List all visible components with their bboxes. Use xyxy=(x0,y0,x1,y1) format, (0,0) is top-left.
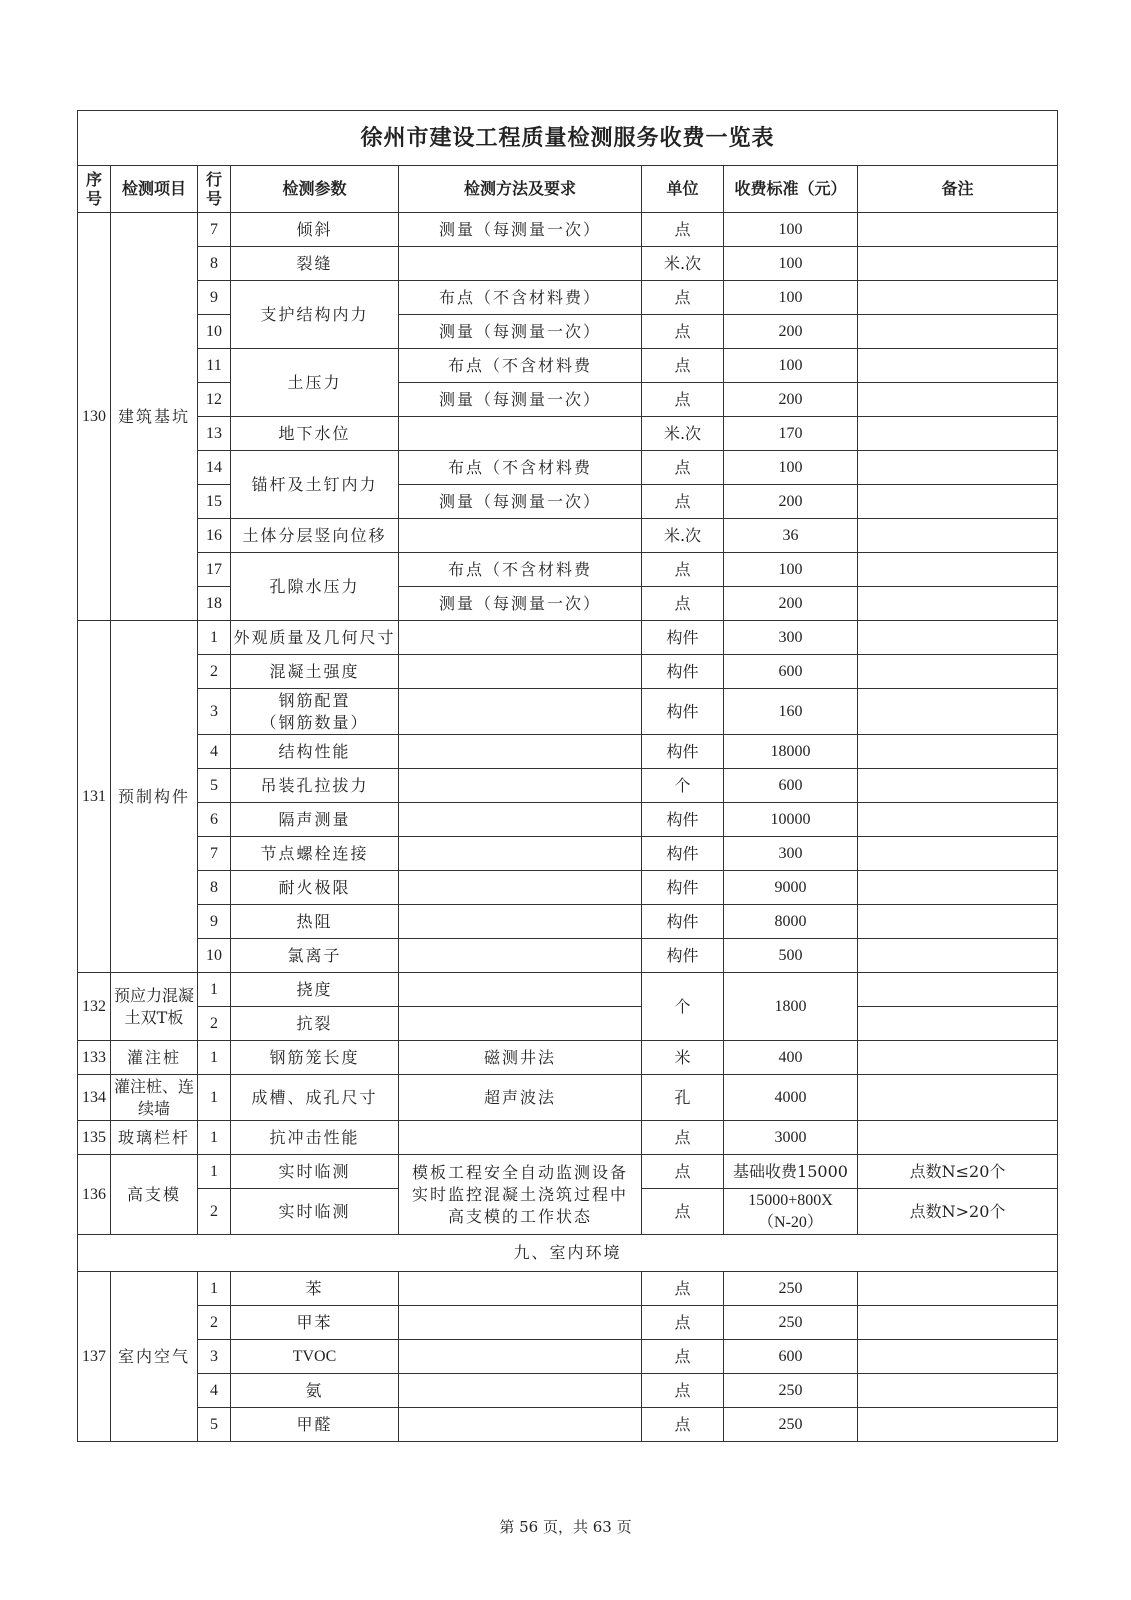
remark-cell xyxy=(858,1306,1058,1340)
unit-cell: 点 xyxy=(642,587,724,621)
method-cell: 布点（不含材料费 xyxy=(399,553,642,587)
header-item: 检测项目 xyxy=(111,166,198,213)
remark-cell xyxy=(858,1007,1058,1041)
method-cell: 测量（每测量一次） xyxy=(399,213,642,247)
group-number: 136 xyxy=(78,1155,111,1235)
param-cell: 成槽、成孔尺寸 xyxy=(231,1075,399,1121)
table-row xyxy=(78,1340,1058,1374)
header-unit: 单位 xyxy=(642,166,724,213)
unit-cell: 点 xyxy=(642,383,724,417)
fee-cell: 100 xyxy=(724,553,858,587)
row-number: 8 xyxy=(198,247,231,281)
group-name: 预制构件 xyxy=(111,621,198,973)
group-name: 灌注桩、连续墙 xyxy=(111,1075,198,1121)
row-number: 9 xyxy=(198,905,231,939)
row-number: 2 xyxy=(198,1007,231,1041)
table-row xyxy=(78,621,1058,655)
table-row xyxy=(78,1306,1058,1340)
row-number: 1 xyxy=(198,1041,231,1075)
param-cell: 热阻 xyxy=(231,905,399,939)
row-number: 1 xyxy=(198,1075,231,1121)
method-cell: 布点（不含材料费 xyxy=(399,349,642,383)
method-cell xyxy=(399,905,642,939)
remark-cell: 点数N≤20个 xyxy=(858,1155,1058,1189)
remark-cell xyxy=(858,905,1058,939)
remark-cell xyxy=(858,973,1058,1007)
param-cell: 钢筋笼长度 xyxy=(231,1041,399,1075)
remark-cell xyxy=(858,247,1058,281)
fee-cell: 18000 xyxy=(724,735,858,769)
remark-cell xyxy=(858,769,1058,803)
fee-cell: 300 xyxy=(724,837,858,871)
fee-cell: 100 xyxy=(724,281,858,315)
method-cell xyxy=(399,417,642,451)
row-number: 11 xyxy=(198,349,231,383)
remark-cell xyxy=(858,1374,1058,1408)
row-number: 3 xyxy=(198,689,231,735)
unit-cell: 构件 xyxy=(642,621,724,655)
table-row xyxy=(78,1374,1058,1408)
unit-cell: 米 xyxy=(642,1041,724,1075)
method-cell xyxy=(399,655,642,689)
param-cell: 甲苯 xyxy=(231,1306,399,1340)
fee-cell: 9000 xyxy=(724,871,858,905)
row-number: 15 xyxy=(198,485,231,519)
section-row xyxy=(78,1235,1058,1272)
unit-cell: 构件 xyxy=(642,689,724,735)
method-cell xyxy=(399,973,642,1007)
remark-cell xyxy=(858,837,1058,871)
param-cell: 钢筋配置 （钢筋数量） xyxy=(231,689,399,735)
table-row xyxy=(78,1075,1058,1121)
unit-cell: 构件 xyxy=(642,803,724,837)
fee-cell: 10000 xyxy=(724,803,858,837)
remark-cell xyxy=(858,1041,1058,1075)
remark-cell xyxy=(858,803,1058,837)
fee-cell: 250 xyxy=(724,1272,858,1306)
method-cell xyxy=(399,837,642,871)
param-cell: 结构性能 xyxy=(231,735,399,769)
fee-cell: 200 xyxy=(724,485,858,519)
table-row xyxy=(78,871,1058,905)
group-name: 预应力混凝土双T板 xyxy=(111,973,198,1041)
table-row xyxy=(78,451,1058,485)
method-cell: 磁测井法 xyxy=(399,1041,642,1075)
unit-cell: 米.次 xyxy=(642,417,724,451)
remark-cell xyxy=(858,349,1058,383)
unit-cell: 个 xyxy=(642,769,724,803)
method-cell: 测量（每测量一次） xyxy=(399,383,642,417)
page-footer: 第 56 页，共 63 页 xyxy=(499,1518,632,1536)
table-row xyxy=(78,905,1058,939)
table-row xyxy=(78,689,1058,735)
method-cell xyxy=(399,1121,642,1155)
row-number: 16 xyxy=(198,519,231,553)
remark-cell: 点数N>20个 xyxy=(858,1189,1058,1235)
row-number: 18 xyxy=(198,587,231,621)
row-number: 4 xyxy=(198,1374,231,1408)
unit-cell: 个 xyxy=(642,973,724,1041)
row-number: 10 xyxy=(198,315,231,349)
param-cell: 倾斜 xyxy=(231,213,399,247)
fee-cell: 250 xyxy=(724,1408,858,1442)
method-cell: 测量（每测量一次） xyxy=(399,315,642,349)
fee-cell: 3000 xyxy=(724,1121,858,1155)
row-number: 17 xyxy=(198,553,231,587)
unit-cell: 点 xyxy=(642,315,724,349)
row-number: 7 xyxy=(198,837,231,871)
row-number: 7 xyxy=(198,213,231,247)
header-method: 检测方法及要求 xyxy=(399,166,642,213)
fee-cell: 4000 xyxy=(724,1075,858,1121)
group-number: 131 xyxy=(78,621,111,973)
method-cell xyxy=(399,735,642,769)
unit-cell: 点 xyxy=(642,485,724,519)
param-cell: 孔隙水压力 xyxy=(231,553,399,621)
header-param: 检测参数 xyxy=(231,166,399,213)
unit-cell: 构件 xyxy=(642,735,724,769)
unit-cell: 构件 xyxy=(642,837,724,871)
fee-table-sheet xyxy=(77,110,1057,1442)
fee-cell: 基础收费15000 xyxy=(724,1155,858,1189)
remark-cell xyxy=(858,689,1058,735)
fee-cell: 200 xyxy=(724,587,858,621)
row-number: 2 xyxy=(198,655,231,689)
unit-cell: 点 xyxy=(642,213,724,247)
remark-cell xyxy=(858,1075,1058,1121)
header-row-no: 行 号 xyxy=(198,166,231,213)
unit-cell: 米.次 xyxy=(642,247,724,281)
fee-cell: 250 xyxy=(724,1306,858,1340)
group-name: 建筑基坑 xyxy=(111,213,198,621)
remark-cell xyxy=(858,315,1058,349)
fee-cell: 36 xyxy=(724,519,858,553)
unit-cell: 点 xyxy=(642,1189,724,1235)
group-number: 132 xyxy=(78,973,111,1041)
table-row xyxy=(78,973,1058,1007)
table-row xyxy=(78,281,1058,315)
row-number: 2 xyxy=(198,1306,231,1340)
method-cell xyxy=(399,1007,642,1041)
param-cell: 锚杆及土钉内力 xyxy=(231,451,399,519)
method-cell: 测量（每测量一次） xyxy=(399,587,642,621)
method-cell xyxy=(399,1408,642,1442)
table-row xyxy=(78,1041,1058,1075)
table-row xyxy=(78,1007,1058,1041)
unit-cell: 点 xyxy=(642,281,724,315)
param-cell: 地下水位 xyxy=(231,417,399,451)
table-row xyxy=(78,1272,1058,1306)
fee-cell: 600 xyxy=(724,655,858,689)
param-cell: 苯 xyxy=(231,1272,399,1306)
method-cell xyxy=(399,1272,642,1306)
method-cell xyxy=(399,247,642,281)
unit-cell: 点 xyxy=(642,553,724,587)
table-row xyxy=(78,655,1058,689)
table-row xyxy=(78,417,1058,451)
method-cell xyxy=(399,689,642,735)
row-number: 13 xyxy=(198,417,231,451)
param-cell: 隔声测量 xyxy=(231,803,399,837)
row-number: 14 xyxy=(198,451,231,485)
remark-cell xyxy=(858,553,1058,587)
header-seq: 序 号 xyxy=(78,166,111,213)
group-number: 137 xyxy=(78,1272,111,1442)
remark-cell xyxy=(858,1272,1058,1306)
row-number: 6 xyxy=(198,803,231,837)
method-cell xyxy=(399,1306,642,1340)
method-cell xyxy=(399,1374,642,1408)
param-cell: 吊装孔拉拔力 xyxy=(231,769,399,803)
param-cell: 抗裂 xyxy=(231,1007,399,1041)
fee-cell: 100 xyxy=(724,247,858,281)
param-cell: 土压力 xyxy=(231,349,399,417)
table-row xyxy=(78,1408,1058,1442)
unit-cell: 构件 xyxy=(642,655,724,689)
table-row xyxy=(78,769,1058,803)
remark-cell xyxy=(858,451,1058,485)
remark-cell xyxy=(858,587,1058,621)
fee-cell: 250 xyxy=(724,1374,858,1408)
param-cell: 氨 xyxy=(231,1374,399,1408)
group-number: 130 xyxy=(78,213,111,621)
fee-cell: 160 xyxy=(724,689,858,735)
remark-cell xyxy=(858,735,1058,769)
unit-cell: 点 xyxy=(642,1374,724,1408)
param-cell: TVOC xyxy=(231,1340,399,1374)
table-row xyxy=(78,1121,1058,1155)
unit-cell: 点 xyxy=(642,349,724,383)
param-cell: 实时临测 xyxy=(231,1189,399,1235)
param-cell: 甲醛 xyxy=(231,1408,399,1442)
fee-table xyxy=(77,110,1058,1442)
fee-cell: 200 xyxy=(724,315,858,349)
group-name: 灌注桩 xyxy=(111,1041,198,1075)
method-cell xyxy=(399,621,642,655)
unit-cell: 点 xyxy=(642,451,724,485)
table-row xyxy=(78,939,1058,973)
row-number: 9 xyxy=(198,281,231,315)
param-cell: 实时临测 xyxy=(231,1155,399,1189)
row-number: 10 xyxy=(198,939,231,973)
group-number: 133 xyxy=(78,1041,111,1075)
remark-cell xyxy=(858,621,1058,655)
row-number: 1 xyxy=(198,621,231,655)
param-cell: 支护结构内力 xyxy=(231,281,399,349)
row-number: 2 xyxy=(198,1189,231,1235)
table-row xyxy=(78,1155,1058,1189)
table-row xyxy=(78,485,1058,519)
method-cell xyxy=(399,519,642,553)
method-cell xyxy=(399,769,642,803)
table-row xyxy=(78,315,1058,349)
row-number: 1 xyxy=(198,1121,231,1155)
fee-cell: 500 xyxy=(724,939,858,973)
row-number: 1 xyxy=(198,1155,231,1189)
table-row xyxy=(78,735,1058,769)
method-cell: 测量（每测量一次） xyxy=(399,485,642,519)
param-cell: 氯离子 xyxy=(231,939,399,973)
remark-cell xyxy=(858,871,1058,905)
row-number: 4 xyxy=(198,735,231,769)
unit-cell: 构件 xyxy=(642,905,724,939)
remark-cell xyxy=(858,383,1058,417)
param-cell: 节点螺栓连接 xyxy=(231,837,399,871)
remark-cell xyxy=(858,1408,1058,1442)
group-number: 134 xyxy=(78,1075,111,1121)
group-number: 135 xyxy=(78,1121,111,1155)
table-row xyxy=(78,213,1058,247)
method-cell xyxy=(399,1340,642,1374)
unit-cell: 构件 xyxy=(642,871,724,905)
table-row xyxy=(78,837,1058,871)
row-number: 5 xyxy=(198,1408,231,1442)
remark-cell xyxy=(858,1340,1058,1374)
param-cell: 混凝土强度 xyxy=(231,655,399,689)
method-cell: 布点（不含材料费 xyxy=(399,451,642,485)
param-cell: 裂缝 xyxy=(231,247,399,281)
remark-cell xyxy=(858,655,1058,689)
fee-cell: 170 xyxy=(724,417,858,451)
method-cell xyxy=(399,939,642,973)
method-cell xyxy=(399,871,642,905)
remark-cell xyxy=(858,281,1058,315)
section-heading: 九、室内环境 xyxy=(78,1235,1058,1272)
row-number: 8 xyxy=(198,871,231,905)
unit-cell: 点 xyxy=(642,1408,724,1442)
unit-cell: 点 xyxy=(642,1306,724,1340)
unit-cell: 孔 xyxy=(642,1075,724,1121)
row-number: 3 xyxy=(198,1340,231,1374)
remark-cell xyxy=(858,417,1058,451)
row-number: 5 xyxy=(198,769,231,803)
param-cell: 外观质量及几何尺寸 xyxy=(231,621,399,655)
fee-cell: 8000 xyxy=(724,905,858,939)
row-number: 1 xyxy=(198,1272,231,1306)
group-name: 高支模 xyxy=(111,1155,198,1235)
fee-cell: 100 xyxy=(724,349,858,383)
fee-cell: 1800 xyxy=(724,973,858,1041)
method-cell: 布点（不含材料费） xyxy=(399,281,642,315)
fee-cell: 15000+800X （N-20） xyxy=(724,1189,858,1235)
unit-cell: 点 xyxy=(642,1155,724,1189)
unit-cell: 点 xyxy=(642,1121,724,1155)
table-row xyxy=(78,519,1058,553)
group-name: 室内空气 xyxy=(111,1272,198,1442)
table-row xyxy=(78,349,1058,383)
table-row xyxy=(78,247,1058,281)
unit-cell: 米.次 xyxy=(642,519,724,553)
param-cell: 挠度 xyxy=(231,973,399,1007)
unit-cell: 点 xyxy=(642,1272,724,1306)
method-cell: 模板工程安全自动监测设备实时监控混凝土浇筑过程中高支模的工作状态 xyxy=(399,1155,642,1235)
method-cell xyxy=(399,803,642,837)
method-cell: 超声波法 xyxy=(399,1075,642,1121)
fee-cell: 600 xyxy=(724,769,858,803)
header-fee: 收费标准（元） xyxy=(724,166,858,213)
fee-cell: 600 xyxy=(724,1340,858,1374)
table-row xyxy=(78,553,1058,587)
row-number: 12 xyxy=(198,383,231,417)
remark-cell xyxy=(858,519,1058,553)
remark-cell xyxy=(858,485,1058,519)
param-cell: 抗冲击性能 xyxy=(231,1121,399,1155)
table-title: 徐州市建设工程质量检测服务收费一览表 xyxy=(78,111,1058,166)
fee-cell: 400 xyxy=(724,1041,858,1075)
unit-cell: 点 xyxy=(642,1340,724,1374)
fee-cell: 300 xyxy=(724,621,858,655)
table-row xyxy=(78,587,1058,621)
remark-cell xyxy=(858,939,1058,973)
fee-cell: 100 xyxy=(724,451,858,485)
table-row xyxy=(78,803,1058,837)
table-row xyxy=(78,383,1058,417)
remark-cell xyxy=(858,213,1058,247)
fee-cell: 200 xyxy=(724,383,858,417)
header-remark: 备注 xyxy=(858,166,1058,213)
param-cell: 耐火极限 xyxy=(231,871,399,905)
fee-cell: 100 xyxy=(724,213,858,247)
unit-cell: 构件 xyxy=(642,939,724,973)
param-cell: 土体分层竖向位移 xyxy=(231,519,399,553)
group-name: 玻璃栏杆 xyxy=(111,1121,198,1155)
row-number: 1 xyxy=(198,973,231,1007)
remark-cell xyxy=(858,1121,1058,1155)
header-row xyxy=(78,166,1058,213)
